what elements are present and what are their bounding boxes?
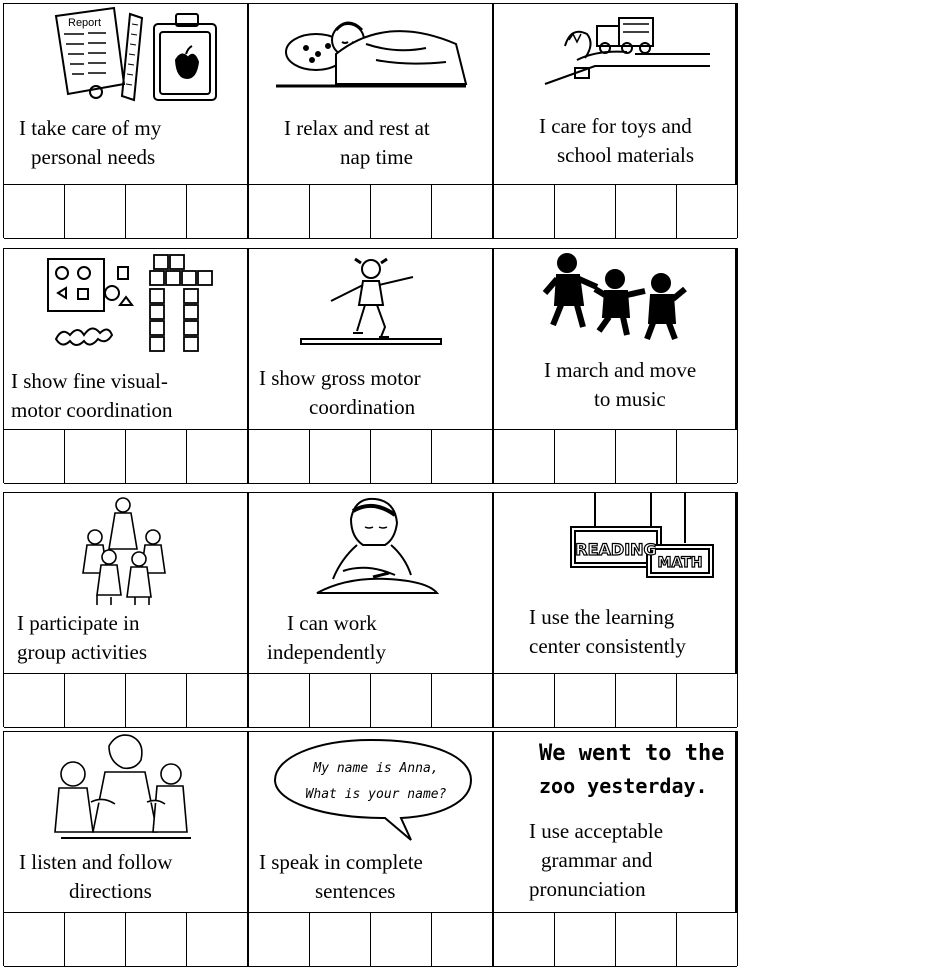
caption-line: center consistently — [529, 634, 686, 658]
skill-cell-march-to-music — [494, 249, 737, 429]
skill-cell-group-activities — [4, 493, 249, 673]
skill-cell-listen-follow — [4, 732, 249, 912]
caption-line: I show gross motor — [259, 366, 421, 390]
speech-bubble-icon — [249, 732, 492, 837]
rating-box[interactable] — [65, 913, 126, 966]
caption-line: independently — [267, 640, 386, 664]
skill-caption — [539, 112, 735, 170]
skill-cell-fine-motor — [4, 249, 249, 429]
skill-caption — [544, 356, 735, 414]
shape-sorter-and-blocks-icon — [4, 249, 247, 354]
rating-box[interactable] — [249, 185, 310, 238]
skill-cell-personal-needs — [4, 4, 249, 184]
report-card-label: Report — [67, 17, 101, 29]
rating-box[interactable] — [371, 185, 432, 238]
rating-box[interactable] — [249, 430, 310, 483]
skill-caption — [19, 848, 247, 906]
rating-box[interactable] — [249, 913, 310, 966]
handwriting-line: zoo yesterday. — [539, 774, 708, 798]
caption-line: I can work — [287, 611, 377, 635]
rating-box[interactable] — [126, 430, 187, 483]
rating-box[interactable] — [494, 185, 555, 238]
rating-box[interactable] — [555, 913, 616, 966]
skill-caption — [19, 114, 247, 172]
caption-line: I participate in — [17, 611, 140, 635]
report-card-and-lunchbox-icon — [4, 4, 247, 109]
bubble-line: What is your name? — [305, 787, 446, 802]
rating-box[interactable] — [126, 913, 187, 966]
rating-boxes — [4, 429, 737, 484]
rating-box[interactable] — [616, 185, 677, 238]
caption-line: group activities — [17, 640, 148, 664]
skill-row-1 — [3, 3, 738, 238]
skill-row-2 — [3, 248, 738, 483]
rating-box[interactable] — [65, 430, 126, 483]
rating-box[interactable] — [432, 674, 494, 727]
math-sign-text: MATH — [657, 555, 702, 571]
skill-cell-care-for-toys — [494, 4, 737, 184]
skill-caption — [17, 609, 247, 667]
caption-line: I take care of my — [19, 116, 162, 140]
caption-line: to music — [594, 387, 666, 411]
skill-caption — [529, 817, 735, 904]
rating-box[interactable] — [616, 674, 677, 727]
caption-line: grammar and — [541, 848, 653, 872]
rating-box[interactable] — [126, 185, 187, 238]
girl-on-balance-beam-icon — [249, 249, 492, 354]
caption-line: I speak in complete — [259, 850, 423, 874]
rating-box[interactable] — [616, 430, 677, 483]
skill-caption — [11, 367, 247, 425]
rating-box[interactable] — [65, 674, 126, 727]
rating-box[interactable] — [494, 674, 555, 727]
rating-boxes — [4, 912, 737, 967]
rating-box[interactable] — [310, 913, 371, 966]
rating-box[interactable] — [616, 913, 677, 966]
children-marching-icon — [494, 249, 735, 354]
girl-writing-icon — [249, 493, 492, 598]
rating-box[interactable] — [432, 185, 494, 238]
learning-center-signs-icon — [494, 493, 735, 598]
caption-line: I listen and follow — [19, 850, 173, 874]
rating-box[interactable] — [371, 674, 432, 727]
skill-cell-nap-time — [249, 4, 494, 184]
rating-box[interactable] — [371, 430, 432, 483]
caption-line: pronunciation — [529, 877, 646, 901]
rating-box[interactable] — [4, 674, 65, 727]
skill-cell-learning-center — [494, 493, 737, 673]
rating-box[interactable] — [677, 674, 737, 727]
rating-box[interactable] — [4, 185, 65, 238]
skill-caption — [259, 364, 492, 422]
rating-box[interactable] — [371, 913, 432, 966]
caption-line: I use the learning — [529, 605, 675, 629]
skill-caption — [259, 848, 492, 906]
caption-line: personal needs — [31, 145, 156, 169]
rating-box[interactable] — [494, 430, 555, 483]
caption-line: I relax and rest at — [284, 116, 430, 140]
bubble-line: My name is Anna, — [312, 761, 439, 776]
caption-line: I show fine visual- — [11, 369, 168, 393]
reading-sign-text: READING — [574, 540, 657, 559]
caption-line: sentences — [315, 879, 396, 903]
rating-boxes — [4, 184, 737, 239]
rating-box[interactable] — [310, 185, 371, 238]
rating-box[interactable] — [555, 185, 616, 238]
teacher-with-children-icon — [4, 732, 247, 837]
rating-box[interactable] — [126, 674, 187, 727]
rating-box[interactable] — [187, 185, 249, 238]
caption-line: coordination — [309, 395, 416, 419]
rating-box[interactable] — [4, 913, 65, 966]
skill-cell-complete-sentences — [249, 732, 494, 912]
skill-caption — [267, 609, 492, 667]
rating-box[interactable] — [677, 430, 737, 483]
child-sleeping-icon — [249, 4, 492, 109]
rating-box[interactable] — [187, 913, 249, 966]
rating-box[interactable] — [65, 185, 126, 238]
rating-box[interactable] — [494, 913, 555, 966]
rating-box[interactable] — [310, 674, 371, 727]
skill-caption — [529, 603, 735, 661]
skill-row-4 — [3, 731, 738, 966]
rating-box[interactable] — [249, 674, 310, 727]
rating-box[interactable] — [187, 430, 249, 483]
caption-line: directions — [69, 879, 152, 903]
skill-cell-gross-motor — [249, 249, 494, 429]
caption-line: I care for toys and — [539, 114, 692, 138]
group-of-children-icon — [4, 493, 247, 598]
caption-line: school materials — [557, 143, 695, 167]
skill-caption — [284, 114, 492, 172]
rating-box[interactable] — [555, 430, 616, 483]
handwriting-text — [539, 738, 724, 802]
rating-box[interactable] — [677, 913, 737, 966]
rating-box[interactable] — [432, 430, 494, 483]
rating-box[interactable] — [555, 674, 616, 727]
rating-box[interactable] — [432, 913, 494, 966]
skill-cell-work-independently — [249, 493, 494, 673]
rating-box[interactable] — [4, 430, 65, 483]
caption-line: motor coordination — [11, 398, 173, 422]
handwriting-icon — [494, 732, 735, 812]
rating-box[interactable] — [187, 674, 249, 727]
skill-row-3 — [3, 492, 738, 727]
toy-train-on-shelf-icon — [494, 4, 735, 109]
rating-box[interactable] — [310, 430, 371, 483]
caption-line: I march and move — [544, 358, 697, 382]
caption-line: I use acceptable — [529, 819, 664, 843]
handwriting-line: We went to the — [539, 741, 725, 766]
rating-box[interactable] — [677, 185, 737, 238]
rating-boxes — [4, 673, 737, 728]
skill-cell-grammar — [494, 732, 737, 912]
caption-line: nap time — [340, 145, 413, 169]
